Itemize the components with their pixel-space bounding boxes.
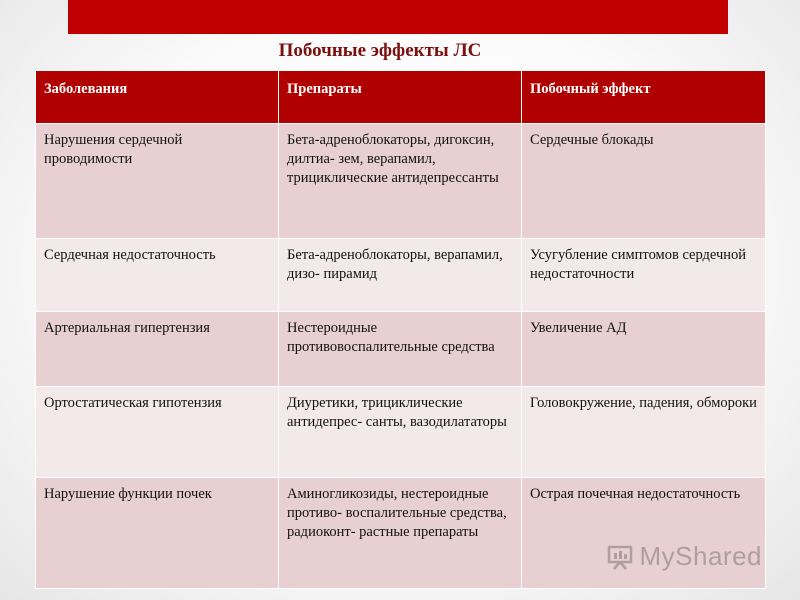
cell-disease: Нарушения сердечной проводимости [36,124,279,239]
watermark-text: MyShared [639,541,762,571]
cell-side-effect: Острая почечная недостаточность [522,478,766,589]
cell-disease: Нарушение функции почек [36,478,279,589]
cell-disease: Сердечная недостаточность [36,239,279,312]
cell-drugs: Бета-адреноблокаторы, верапамил, дизо- пирамид [279,239,522,312]
header-side-effect: Побочный эффект [522,71,766,124]
cell-side-effect: Головокружение, падения, обмороки [522,387,766,478]
slide-title: Побочные эффекты ЛС [278,40,482,61]
cell-disease: Артериальная гипертензия [36,312,279,387]
header-diseases: Заболевания [36,71,279,124]
cell-side-effect: Увеличение АД [522,312,766,387]
cell-disease: Ортостатическая гипотензия [36,387,279,478]
cell-drugs: Аминогликозиды, нестероидные противо- воспалительные средства, радиоконт- растные препараты [279,478,522,589]
table-row [36,124,766,239]
presentation-board-icon [606,543,634,571]
table-header-row [36,71,766,124]
table-row [36,312,766,387]
table-row [36,387,766,478]
top-accent-bar [68,0,728,34]
cell-side-effect: Сердечные блокады [522,124,766,239]
watermark [606,541,763,572]
table-row [36,239,766,312]
cell-side-effect: Усугубление симптомов сердечной недостаточности [522,239,766,312]
cell-drugs: Бета-адреноблокаторы, дигоксин, дилтиа- зем, верапамил, трициклические антидепрессанты [279,124,522,239]
header-drugs: Препараты [279,71,522,124]
side-effects-table [35,70,766,589]
cell-drugs: Диуретики, трициклические антидепрес- санты, вазодилататоры [279,387,522,478]
cell-drugs: Нестероидные противовоспалительные средства [279,312,522,387]
